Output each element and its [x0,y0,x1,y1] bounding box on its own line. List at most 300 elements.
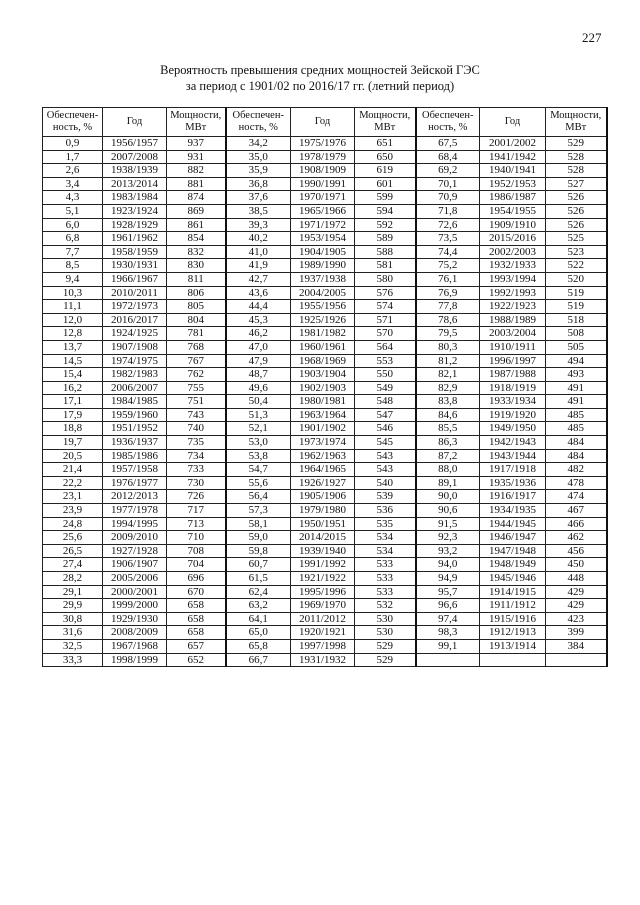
table-cell: 423 [546,612,607,626]
table-row [43,272,607,286]
table-cell [416,653,480,667]
table-cell: 530 [355,626,416,640]
table-cell: 1937/1938 [291,272,355,286]
table-cell: 1924/1925 [103,327,167,341]
table-cell: 519 [546,300,607,314]
table-cell: 6,8 [43,232,103,246]
table-cell: 881 [167,177,226,191]
table-cell: 12,8 [43,327,103,341]
table-cell: 86,3 [416,436,480,450]
table-cell: 1929/1930 [103,612,167,626]
table-cell: 4,3 [43,191,103,205]
table-cell: 2008/2009 [103,626,167,640]
table-cell: 1922/1923 [480,300,546,314]
table-cell: 96,6 [416,599,480,613]
table-cell: 82,9 [416,381,480,395]
table-cell: 91,5 [416,517,480,531]
table-cell: 462 [546,531,607,545]
table-cell: 1915/1916 [480,612,546,626]
table-cell: 1902/1903 [291,381,355,395]
table-cell: 1978/1979 [291,150,355,164]
table-cell: 485 [546,408,607,422]
table-cell: 1936/1937 [103,436,167,450]
table-cell: 2002/2003 [480,245,546,259]
table-cell: 15,4 [43,368,103,382]
table-cell: 478 [546,476,607,490]
table-cell: 530 [355,612,416,626]
table-cell: 651 [355,137,416,151]
table-cell: 882 [167,164,226,178]
table-cell: 518 [546,313,607,327]
table-cell: 51,3 [226,408,291,422]
table-cell: 1982/1983 [103,368,167,382]
table-cell: 97,4 [416,612,480,626]
table-cell: 658 [167,626,226,640]
table-cell: 1926/1927 [291,476,355,490]
table-cell: 38,5 [226,204,291,218]
table-cell: 1911/1912 [480,599,546,613]
table-cell: 1981/1982 [291,327,355,341]
table-cell: 1999/2000 [103,599,167,613]
table-cell: 2004/2005 [291,286,355,300]
table-row [43,626,607,640]
table-cell: 523 [546,245,607,259]
table-cell: 92,3 [416,531,480,545]
table-cell: 1930/1931 [103,259,167,273]
table-cell: 1916/1917 [480,490,546,504]
table-cell: 57,3 [226,504,291,518]
table-cell: 32,5 [43,639,103,653]
table-cell: 1942/1943 [480,436,546,450]
table-row [43,463,607,477]
table-cell: 1940/1941 [480,164,546,178]
table-cell: 62,4 [226,585,291,599]
table-cell: 98,3 [416,626,480,640]
table-cell: 70,1 [416,177,480,191]
table-cell: 79,5 [416,327,480,341]
table-cell: 90,0 [416,490,480,504]
table-cell: 31,6 [43,626,103,640]
table-cell: 45,3 [226,313,291,327]
table-cell: 54,7 [226,463,291,477]
table-cell: 41,9 [226,259,291,273]
table-cell: 42,7 [226,272,291,286]
table-cell: 1986/1987 [480,191,546,205]
table-cell: 1927/1928 [103,544,167,558]
table-cell: 90,6 [416,504,480,518]
table-cell: 526 [546,204,607,218]
table-cell: 730 [167,476,226,490]
table-cell: 529 [546,137,607,151]
table-cell: 491 [546,381,607,395]
table-row [43,232,607,246]
table-cell: 1901/1902 [291,422,355,436]
table-cell: 50,4 [226,395,291,409]
table-cell: 1939/1940 [291,544,355,558]
table-cell: 16,2 [43,381,103,395]
table-cell: 494 [546,354,607,368]
table-cell: 58,1 [226,517,291,531]
table-cell: 1909/1910 [480,218,546,232]
table-cell: 23,9 [43,504,103,518]
table-cell: 53,0 [226,436,291,450]
table-cell: 82,1 [416,368,480,382]
table-cell: 1957/1958 [103,463,167,477]
table-cell: 564 [355,340,416,354]
table-cell: 30,8 [43,612,103,626]
table-cell: 1966/1967 [103,272,167,286]
table-cell: 1,7 [43,150,103,164]
table-row [43,245,607,259]
table-cell: 22,2 [43,476,103,490]
table-cell: 522 [546,259,607,273]
table-cell: 806 [167,286,226,300]
table-cell: 650 [355,150,416,164]
table-cell [546,653,607,667]
table-row [43,137,607,151]
table-cell: 1956/1957 [103,137,167,151]
table-cell: 1985/1986 [103,449,167,463]
table-cell: 76,1 [416,272,480,286]
table-cell: 67,5 [416,137,480,151]
table-cell: 9,4 [43,272,103,286]
table-cell: 520 [546,272,607,286]
header-year-1: Год [103,108,167,137]
table-cell: 1983/1984 [103,191,167,205]
table-cell: 1974/1975 [103,354,167,368]
table-cell: 2006/2007 [103,381,167,395]
table-cell: 35,0 [226,150,291,164]
table-cell: 456 [546,544,607,558]
table-row [43,204,607,218]
table-cell: 1979/1980 [291,504,355,518]
table-cell: 1993/1994 [480,272,546,286]
table-cell: 549 [355,381,416,395]
table-cell: 2003/2004 [480,327,546,341]
table-cell: 37,6 [226,191,291,205]
title-line-2: за период с 1901/02 по 2016/17 гг. (летний период) [185,79,455,93]
table-row [43,558,607,572]
table-cell: 85,5 [416,422,480,436]
table-cell: 2009/2010 [103,531,167,545]
header-provision-2: Обеспечен-ность, % [226,108,291,137]
table-cell: 713 [167,517,226,531]
table-cell: 588 [355,245,416,259]
table-cell: 1969/1970 [291,599,355,613]
table-cell: 1959/1960 [103,408,167,422]
table-cell: 93,2 [416,544,480,558]
table-row [43,449,607,463]
table-row [43,612,607,626]
table-cell: 44,4 [226,300,291,314]
table-cell: 81,2 [416,354,480,368]
table-cell: 466 [546,517,607,531]
table-cell: 17,9 [43,408,103,422]
table-cell: 2,6 [43,164,103,178]
page-number: 227 [582,30,602,45]
table-cell: 49,6 [226,381,291,395]
table-cell: 717 [167,504,226,518]
table-cell: 589 [355,232,416,246]
table-cell: 72,6 [416,218,480,232]
table-cell: 526 [546,218,607,232]
table-cell: 1946/1947 [480,531,546,545]
table-cell: 652 [167,653,226,667]
table-cell: 80,3 [416,340,480,354]
table-cell: 1953/1954 [291,232,355,246]
table-cell: 526 [546,191,607,205]
table-cell: 65,8 [226,639,291,653]
table-row [43,653,607,667]
header-year-2: Год [291,108,355,137]
table-row [43,599,607,613]
table-cell: 1941/1942 [480,150,546,164]
table-cell: 553 [355,354,416,368]
table-cell: 493 [546,368,607,382]
table-cell: 1963/1964 [291,408,355,422]
table-cell: 519 [546,286,607,300]
table-cell: 832 [167,245,226,259]
table-header-row [43,108,607,137]
table-row [43,531,607,545]
table-cell: 68,4 [416,150,480,164]
table-cell: 528 [546,164,607,178]
table-cell: 1907/1908 [103,340,167,354]
table-cell: 1991/1992 [291,558,355,572]
table-cell: 18,8 [43,422,103,436]
table-cell: 535 [355,517,416,531]
table-cell: 1905/1906 [291,490,355,504]
table-cell: 83,8 [416,395,480,409]
table-cell: 830 [167,259,226,273]
table-cell: 548 [355,395,416,409]
table-cell: 1958/1959 [103,245,167,259]
table-row [43,327,607,341]
table-cell: 2014/2015 [291,531,355,545]
table-cell: 485 [546,422,607,436]
table-cell: 27,4 [43,558,103,572]
table-cell: 528 [546,150,607,164]
table-cell: 40,2 [226,232,291,246]
table-cell: 1938/1939 [103,164,167,178]
header-provision-3: Обеспечен-ность, % [416,108,480,137]
table-cell: 95,7 [416,585,480,599]
table-cell: 450 [546,558,607,572]
table-cell: 670 [167,585,226,599]
table-cell: 1967/1968 [103,639,167,653]
table-cell: 576 [355,286,416,300]
table-cell: 869 [167,204,226,218]
table-cell: 805 [167,300,226,314]
table-cell: 733 [167,463,226,477]
table-cell: 536 [355,504,416,518]
table-cell: 2015/2016 [480,232,546,246]
table-cell: 399 [546,626,607,640]
table-cell: 534 [355,531,416,545]
table-cell: 874 [167,191,226,205]
table-row [43,286,607,300]
table-cell: 2016/2017 [103,313,167,327]
table-cell: 1923/1924 [103,204,167,218]
table-cell: 7,7 [43,245,103,259]
table-cell: 20,5 [43,449,103,463]
table-row [43,490,607,504]
table-cell: 740 [167,422,226,436]
table-cell: 29,1 [43,585,103,599]
table-cell: 1913/1914 [480,639,546,653]
table-cell: 854 [167,232,226,246]
table-cell: 59,0 [226,531,291,545]
table-cell: 75,2 [416,259,480,273]
table-cell: 429 [546,599,607,613]
table-cell: 448 [546,572,607,586]
table-body [43,137,607,667]
table-row [43,177,607,191]
table-cell: 1977/1978 [103,504,167,518]
table-row [43,544,607,558]
table-cell: 545 [355,436,416,450]
table-cell: 601 [355,177,416,191]
table-cell: 8,5 [43,259,103,273]
table-cell: 599 [355,191,416,205]
table-cell: 1984/1985 [103,395,167,409]
table-cell: 48,7 [226,368,291,382]
table-cell: 467 [546,504,607,518]
table-cell: 33,3 [43,653,103,667]
table-cell: 11,1 [43,300,103,314]
table-cell: 1980/1981 [291,395,355,409]
power-probability-table [42,107,608,667]
table-cell: 1995/1996 [291,585,355,599]
table-cell: 484 [546,449,607,463]
table-cell: 533 [355,585,416,599]
table-cell: 39,3 [226,218,291,232]
table-cell: 87,2 [416,449,480,463]
table-cell: 1975/1976 [291,137,355,151]
table-cell: 1910/1911 [480,340,546,354]
table-cell: 1961/1962 [103,232,167,246]
table-cell: 0,9 [43,137,103,151]
table-cell: 25,6 [43,531,103,545]
table-cell: 1989/1990 [291,259,355,273]
table-cell: 70,9 [416,191,480,205]
table-cell: 59,8 [226,544,291,558]
table-cell: 1920/1921 [291,626,355,640]
table-cell: 937 [167,137,226,151]
table-cell: 2011/2012 [291,612,355,626]
table-row [43,218,607,232]
table-row [43,476,607,490]
table-cell: 1976/1977 [103,476,167,490]
header-power-1: Мощности, МВт [167,108,226,137]
table-cell: 1944/1945 [480,517,546,531]
table-cell: 581 [355,259,416,273]
table-cell: 53,8 [226,449,291,463]
table-cell: 36,8 [226,177,291,191]
table-cell: 66,7 [226,653,291,667]
table-cell: 1970/1971 [291,191,355,205]
table-cell: 529 [355,639,416,653]
table-cell: 47,9 [226,354,291,368]
table-cell: 861 [167,218,226,232]
table-cell: 63,2 [226,599,291,613]
table-cell: 1932/1933 [480,259,546,273]
table-cell: 1954/1955 [480,204,546,218]
table-row [43,639,607,653]
table-cell: 1935/1936 [480,476,546,490]
table-cell: 1921/1922 [291,572,355,586]
table-cell: 384 [546,639,607,653]
table-cell: 482 [546,463,607,477]
table-cell: 64,1 [226,612,291,626]
table-cell: 29,9 [43,599,103,613]
table-cell: 71,8 [416,204,480,218]
table-cell: 24,8 [43,517,103,531]
table-row [43,150,607,164]
table-cell: 1962/1963 [291,449,355,463]
table-cell: 726 [167,490,226,504]
table-cell: 1933/1934 [480,395,546,409]
table-cell: 78,6 [416,313,480,327]
table-cell: 1943/1944 [480,449,546,463]
table-row [43,504,607,518]
table-cell: 94,9 [416,572,480,586]
table-cell: 547 [355,408,416,422]
table-cell: 1971/1972 [291,218,355,232]
table-cell: 592 [355,218,416,232]
table-cell: 2007/2008 [103,150,167,164]
table-row [43,572,607,586]
table-cell: 61,5 [226,572,291,586]
table-cell: 755 [167,381,226,395]
table-row [43,164,607,178]
table-cell: 1994/1995 [103,517,167,531]
table-cell: 532 [355,599,416,613]
table-cell: 1996/1997 [480,354,546,368]
table-cell: 1918/1919 [480,381,546,395]
table-row [43,340,607,354]
table-cell: 69,2 [416,164,480,178]
table-cell: 65,0 [226,626,291,640]
table-cell: 13,7 [43,340,103,354]
table-cell: 484 [546,436,607,450]
table-row [43,313,607,327]
table-cell: 1972/1973 [103,300,167,314]
table-cell: 710 [167,531,226,545]
table-cell: 594 [355,204,416,218]
table-row [43,259,607,273]
table-cell: 5,1 [43,204,103,218]
table-cell: 77,8 [416,300,480,314]
table-cell: 1945/1946 [480,572,546,586]
table-cell: 704 [167,558,226,572]
table-cell: 34,2 [226,137,291,151]
table-cell: 658 [167,612,226,626]
table-cell: 12,0 [43,313,103,327]
table-cell: 529 [355,653,416,667]
table-cell: 1947/1948 [480,544,546,558]
table-cell: 99,1 [416,639,480,653]
table-cell: 1988/1989 [480,313,546,327]
table-cell: 1914/1915 [480,585,546,599]
table-cell: 2001/2002 [480,137,546,151]
table-cell: 6,0 [43,218,103,232]
table-cell: 491 [546,395,607,409]
table-row [43,368,607,382]
table-row [43,585,607,599]
table-cell: 35,9 [226,164,291,178]
table-cell: 14,5 [43,354,103,368]
